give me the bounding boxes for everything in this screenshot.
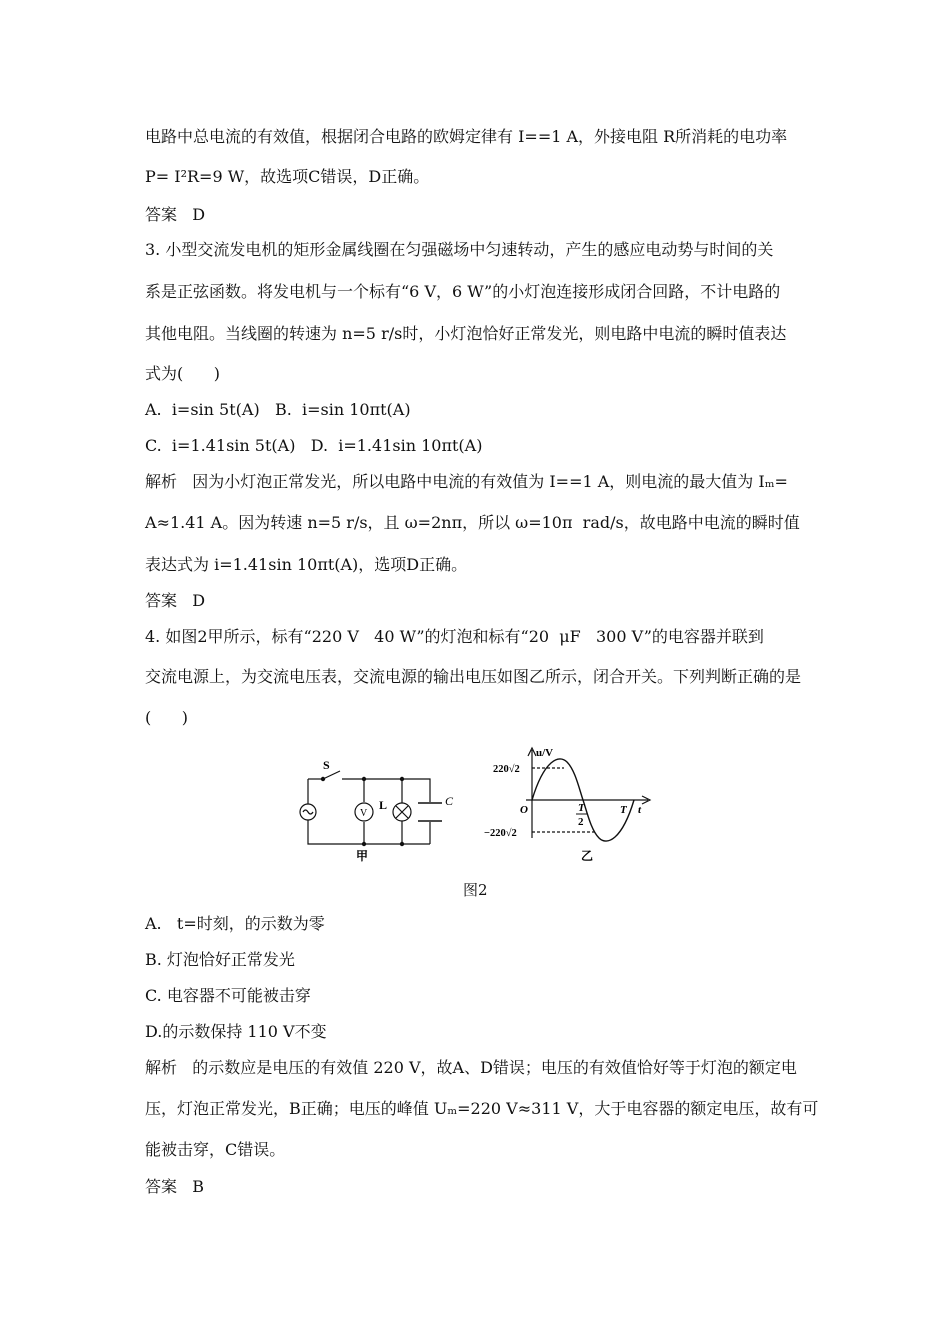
- option-b: B. 灯泡恰好正常发光: [145, 950, 295, 969]
- analysis-line-3: 能被击穿，C错误。: [145, 1140, 286, 1159]
- analysis-line-2: A≈1.41 A。因为转速 n=5 r/s，且 ω=2nπ，所以 ω=10π rad/s，故电路中电流的瞬时值: [145, 513, 800, 532]
- question-3-line-2: 系是正弦函数。将发电机与一个标有“6 V，6 W”的小灯泡连接形成闭合回路，不计电路的: [145, 282, 781, 301]
- trough-label: −220√2: [484, 828, 517, 839]
- circuit-diagram: [300, 771, 442, 846]
- analysis-line-3: 表达式为 i=1.41sin 10πt(A)，选项D正确。: [145, 555, 468, 574]
- half-period-numerator: T: [578, 802, 585, 814]
- voltage-graph: [526, 748, 650, 841]
- answer-line: 答案 B: [145, 1177, 205, 1196]
- figure-caption: 图2: [463, 881, 488, 899]
- figure-2: [296, 744, 666, 864]
- half-period-denominator: 2: [578, 816, 584, 828]
- origin-label: O: [520, 804, 528, 816]
- answer-line: 答案 D: [145, 205, 206, 224]
- question-3-line-4: 式为( ): [145, 364, 221, 383]
- question-3-line-3: 其他电阻。当线圈的转速为 n=5 r/s时，小灯泡恰好正常发光，则电路中电流的瞬时值表达: [145, 324, 787, 343]
- question-4-line-1: 4. 如图2甲所示，标有“220 V 40 W”的灯泡和标有“20 μF 300 V”的电容器并联到: [145, 627, 764, 646]
- option-cd: C. i=1.41sin 5t(A) D. i=1.41sin 10πt(A): [145, 436, 483, 455]
- lamp-label: L: [379, 798, 388, 812]
- graph-caption: 乙: [581, 849, 594, 863]
- y-axis-label: u/V: [536, 747, 554, 759]
- answer-line: 答案 D: [145, 591, 206, 610]
- question-3-line-1: 3. 小型交流发电机的矩形金属线圈在匀强磁场中匀速转动，产生的感应电动势与时间的关: [145, 240, 774, 259]
- figure-svg: [296, 744, 666, 864]
- analysis-line-1: 解析 的示数应是电压的有效值 220 V，故A、D错误；电压的有效值恰好等于灯泡的额定电: [145, 1058, 797, 1077]
- x-axis-label: t: [638, 804, 642, 816]
- tilde-icon: [303, 810, 313, 814]
- question-4-line-2: 交流电源上，为交流电压表，交流电源的输出电压如图乙所示，闭合开关。下列判断正确的是: [145, 667, 802, 686]
- option-d: D.的示数保持 110 V不变: [145, 1022, 327, 1041]
- switch-label: S: [323, 758, 330, 772]
- switch-blade: [323, 771, 340, 779]
- analysis-line-2: 压，灯泡正常发光，B正确；电压的峰值 Uₘ=220 V≈311 V，大于电容器的额定电压，故有可: [145, 1099, 819, 1118]
- lamp-cross: [396, 806, 408, 818]
- analysis-line-1: 解析 因为小灯泡正常发光，所以电路中电流的有效值为 I==1 A，则电流的最大值为 Iₘ=: [145, 472, 788, 491]
- doc-line-1: 电路中总电流的有效值，根据闭合电路的欧姆定律有 I==1 A，外接电阻 R所消耗的电功率: [145, 127, 788, 146]
- doc-line-2: P= I²R=9 W，故选项C错误，D正确。: [145, 167, 430, 186]
- circuit-caption: 甲: [356, 849, 369, 863]
- capacitor-label: C: [445, 794, 454, 808]
- period-label: T: [620, 804, 627, 816]
- option-a: A. t=时刻，的示数为零: [145, 914, 325, 933]
- question-4-line-3: ( ): [145, 708, 188, 727]
- wire: [308, 820, 430, 844]
- voltmeter-label: V: [360, 808, 368, 819]
- option-ab: A. i=sin 5t(A) B. i=sin 10πt(A): [145, 400, 411, 419]
- peak-label: 220√2: [493, 764, 520, 775]
- option-c: C. 电容器不可能被击穿: [145, 986, 311, 1005]
